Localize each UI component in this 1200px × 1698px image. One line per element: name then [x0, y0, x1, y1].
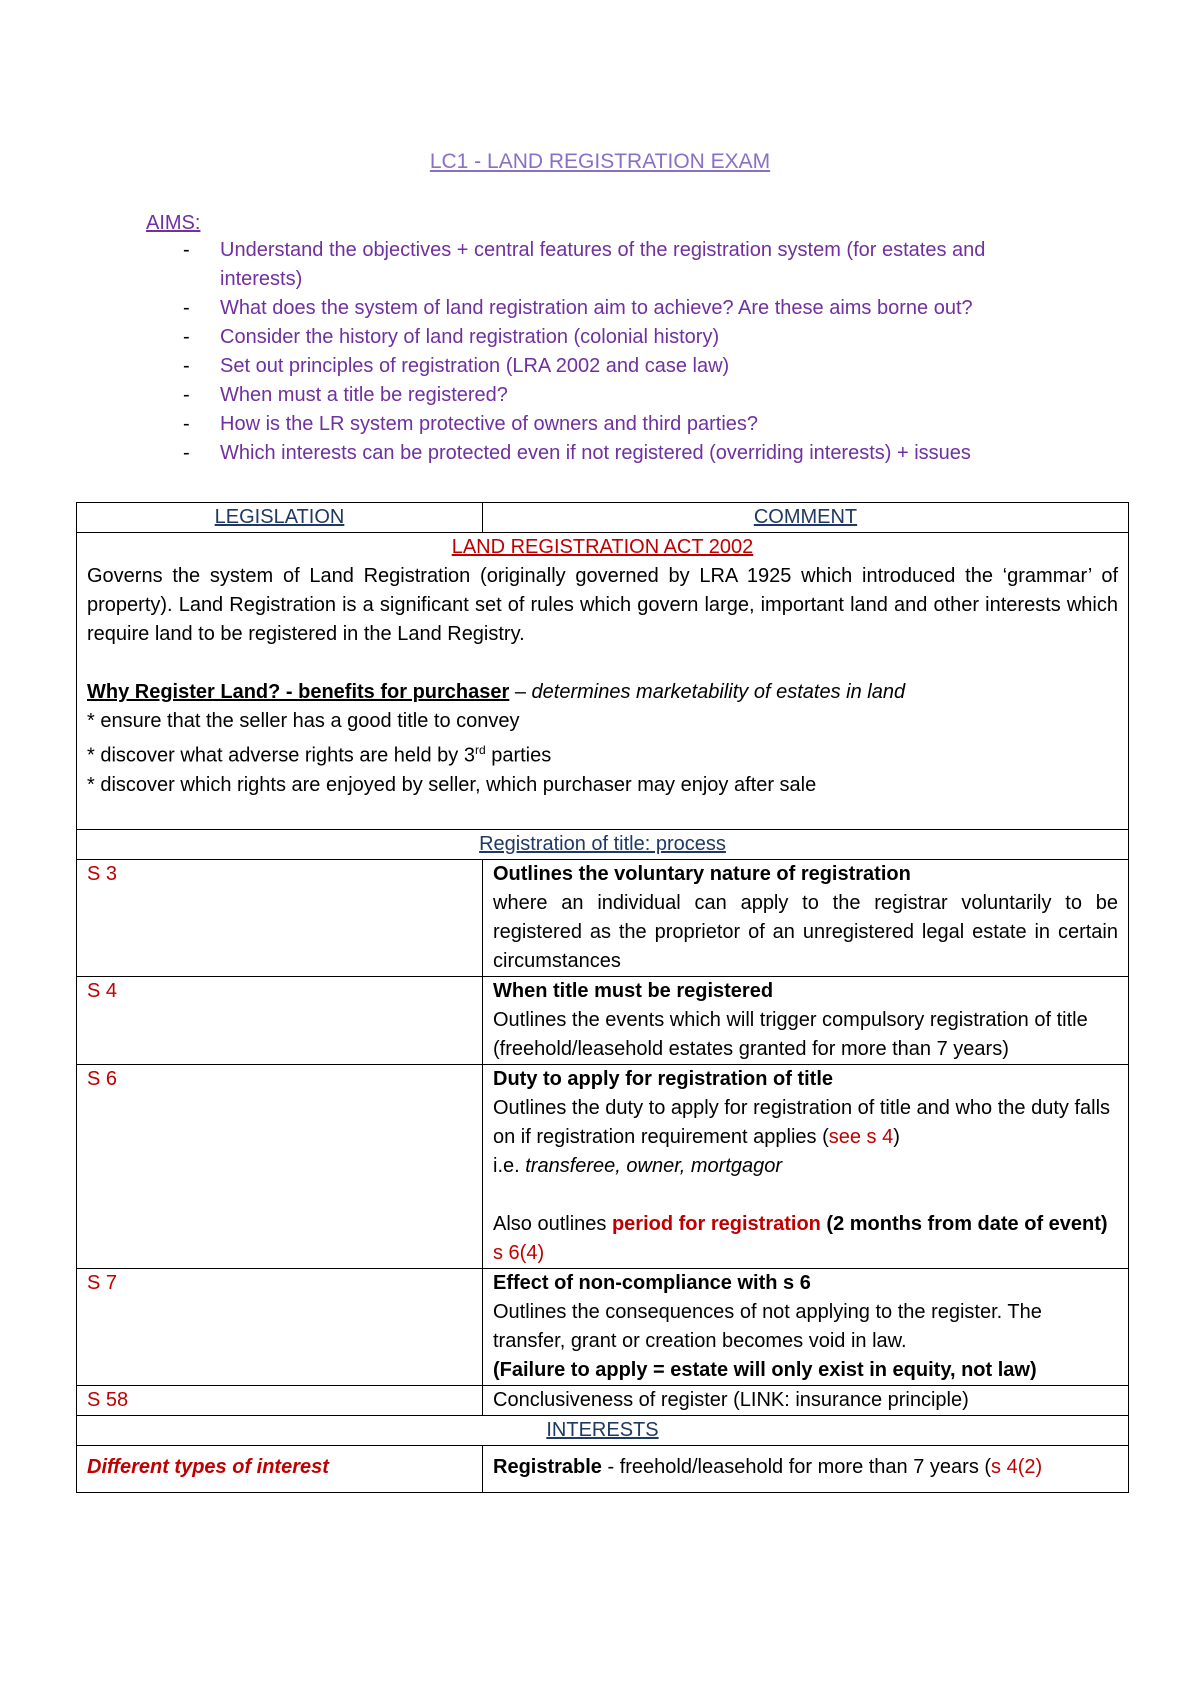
section-comment: When title must be registered Outlines the events which will trigger compulsory registration of title (freehold/leasehold estates granted for more than 7 years): [483, 976, 1129, 1064]
table-row: [77, 976, 1129, 1064]
aims-item: - Which interests can be protected even if not registered (overriding interests) + issues: [0, 439, 1070, 468]
benefit-item: * discover what adverse rights are held by 3rd parties: [87, 743, 552, 767]
act-row: [77, 533, 1129, 830]
why-register: Why Register Land? - benefits for purchaser – determines marketability of estates in land: [87, 681, 906, 703]
process-heading-row: [77, 829, 1129, 859]
table-header-row: [77, 503, 1129, 533]
interest-label: Different types of interest: [77, 1445, 483, 1492]
interests-heading-row: [77, 1415, 1129, 1445]
section-label: S 4: [77, 976, 483, 1064]
act-intro: Governs the system of Land Registration (originally governed by LRA 1925 which introduced the ‘grammar’ of property). Land Registration is a significant set of rules which govern large, important land and other interests which require land to be registered in the Land Registry.: [87, 565, 1118, 645]
comment-header: COMMENT: [483, 503, 1129, 533]
aims-heading: AIMS:: [146, 212, 201, 234]
bullet-dash: -: [183, 384, 190, 406]
aims-item: - Consider the history of land registration (colonial history): [0, 323, 1070, 352]
aims-item: - Set out principles of registration (LRA 2002 and case law): [0, 352, 1070, 381]
section-label: S 58: [77, 1385, 483, 1415]
interest-comment: Registrable - freehold/leasehold for more than 7 years (s 4(2): [483, 1445, 1129, 1492]
benefit-item: * discover which rights are enjoyed by seller, which purchaser may enjoy after sale: [87, 773, 817, 796]
bullet-dash: -: [183, 355, 190, 377]
table-row: [77, 1385, 1129, 1415]
bullet-dash: -: [183, 297, 190, 319]
legislation-header: LEGISLATION: [77, 503, 483, 533]
aims-item: - What does the system of land registration aim to achieve? Are these aims borne out?: [0, 294, 1070, 323]
section-label: S 6: [77, 1064, 483, 1268]
bullet-dash: -: [183, 326, 190, 348]
bullet-dash: -: [183, 413, 190, 435]
table-row: [77, 859, 1129, 976]
section-comment: Conclusiveness of register (LINK: insurance principle): [483, 1385, 1129, 1415]
bullet-dash: -: [183, 239, 190, 261]
bullet-dash: -: [183, 442, 190, 464]
table-row: [77, 1445, 1129, 1492]
process-heading: Registration of title: process: [77, 829, 1129, 859]
aims-item: - Understand the objectives + central features of the registration system (for estates and interests): [0, 236, 1070, 294]
section-label: S 7: [77, 1268, 483, 1385]
section-comment: Duty to apply for registration of title Outlines the duty to apply for registration of title and who the duty falls on if registration requirement applies (see s 4) i.e. transferee, owner, mortgagor Also outlines period for registration (2 months from date of event) s 6(4): [483, 1064, 1129, 1268]
section-comment: Outlines the voluntary nature of registration where an individual can apply to the registrar voluntarily to be registered as the proprietor of an unregistered legal estate in certain circumstances: [483, 859, 1129, 976]
section-comment: Effect of non-compliance with s 6 Outlines the consequences of not applying to the register. The transfer, grant or creation becomes void in law. (Failure to apply = estate will only exist in equity, not law): [483, 1268, 1129, 1385]
interests-heading: INTERESTS: [77, 1415, 1129, 1445]
aims-item: - When must a title be registered?: [0, 381, 1070, 410]
document-title: LC1 - LAND REGISTRATION EXAM: [429, 150, 771, 173]
aims-list: [0, 236, 1200, 468]
benefit-item: * ensure that the seller has a good title to convey: [87, 710, 520, 732]
act-title: LAND REGISTRATION ACT 2002: [451, 536, 754, 558]
table-row: [77, 1064, 1129, 1268]
legislation-table: [76, 502, 1129, 1493]
section-label: S 3: [77, 859, 483, 976]
table-row: [77, 1268, 1129, 1385]
aims-item: - How is the LR system protective of owners and third parties?: [0, 410, 1070, 439]
